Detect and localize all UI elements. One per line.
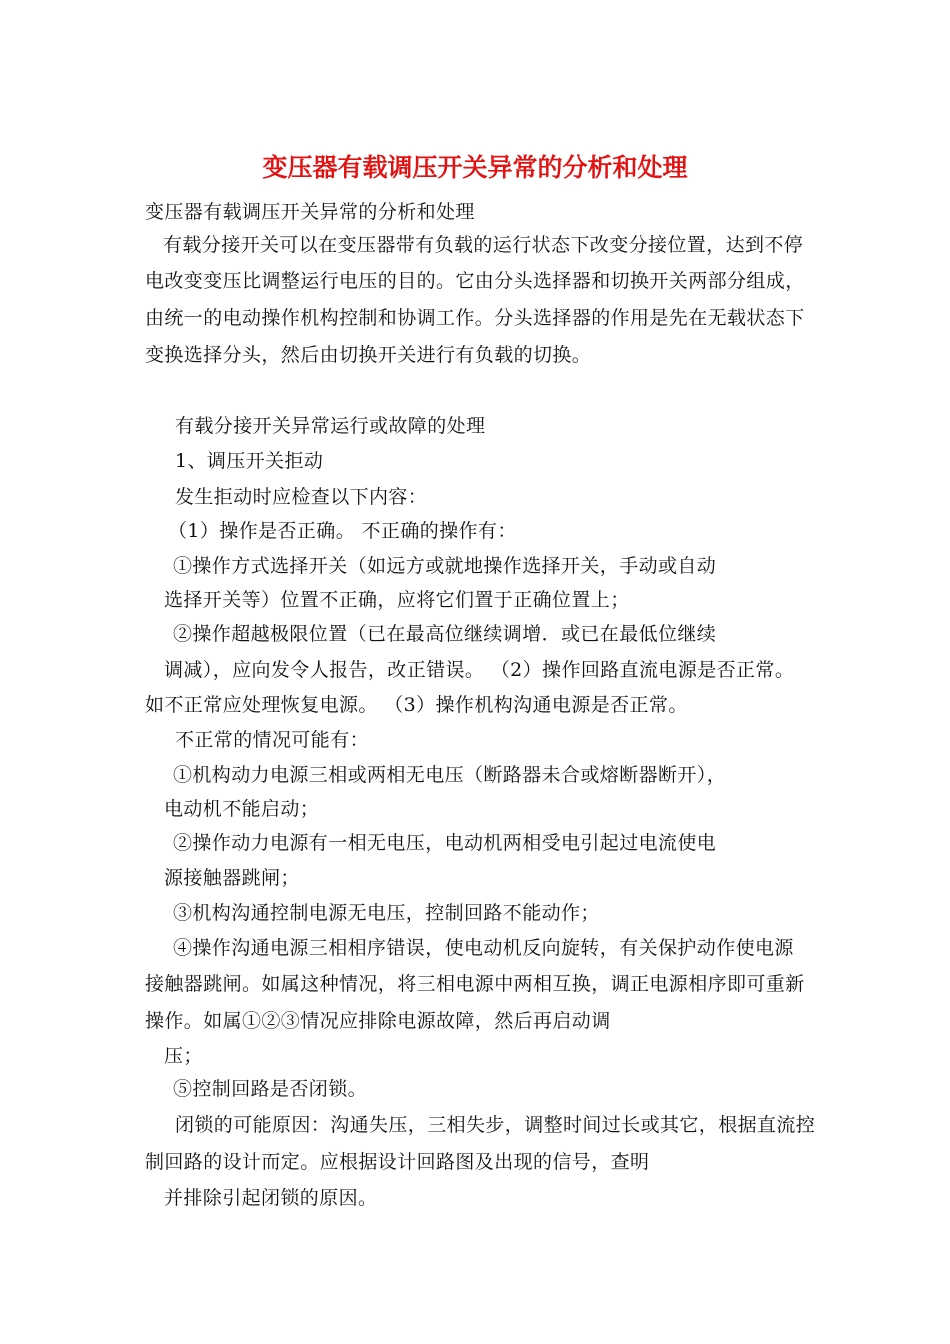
body-line: 接触器跳闸。如属这种情况，将三相电源中两相互换，调正电源相序即可重新 bbox=[145, 973, 805, 995]
body-line: ①机构动力电源三相或两相无电压（断路器未合或熔断器断开）， bbox=[173, 764, 727, 786]
document-subtitle: 变压器有载调压开关异常的分析和处理 bbox=[145, 201, 475, 223]
body-line: ①操作方式选择开关（如远方或就地操作选择开关，手动或自动 bbox=[173, 555, 717, 577]
body-line: 制回路的设计而定。应根据设计回路图及出现的信号，查明 bbox=[145, 1151, 650, 1173]
body-line: 闭锁的可能原因：沟通失压，三相失步，调整时间过长或其它，根据直流控 bbox=[175, 1114, 816, 1136]
body-line: 选择开关等）位置不正确，应将它们置于正确位置上； bbox=[164, 589, 630, 611]
body-line: ④操作沟通电源三相相序错误，使电动机反向旋转，有关保护动作使电源 bbox=[173, 937, 794, 959]
subsection-heading: 1、调压开关拒动 bbox=[175, 450, 324, 472]
body-line: 操作。如属①②③情况应排除电源故障，然后再启动调 bbox=[145, 1010, 611, 1032]
body-line: ③机构沟通控制电源无电压，控制回路不能动作； bbox=[173, 902, 600, 924]
body-line: 不正常的情况可能有： bbox=[175, 729, 370, 751]
body-line: 如不正常应处理恢复电源。 （3）操作机构沟通电源是否正常。 bbox=[145, 694, 688, 716]
body-line: ②操作超越极限位置（已在最高位继续调增．或已在最低位继续 bbox=[173, 623, 717, 645]
body-line: 并排除引起闭锁的原因。 bbox=[164, 1187, 378, 1209]
body-line: 源接触器跳闸； bbox=[164, 867, 300, 889]
body-line: ②操作动力电源有一相无电压，电动机两相受电引起过电流使电 bbox=[173, 832, 717, 854]
intro-line-1: 有载分接开关可以在变压器带有负载的运行状态下改变分接位置，达到不停 bbox=[163, 234, 804, 256]
section-heading: 有载分接开关异常运行或故障的处理 bbox=[175, 415, 486, 437]
body-line: ⑤控制回路是否闭锁。 bbox=[173, 1078, 368, 1100]
body-line: 电动机不能启动； bbox=[164, 798, 320, 820]
intro-line-4: 变换选择分头，然后由切换开关进行有负载的切换。 bbox=[145, 344, 592, 366]
intro-line-3: 由统一的电动操作机构控制和协调工作。分头选择器的作用是先在无载状态下 bbox=[145, 307, 805, 329]
body-line: （1）操作是否正确。 不正确的操作有： bbox=[168, 520, 517, 542]
body-line: 发生拒动时应检查以下内容： bbox=[175, 486, 428, 508]
body-line: 调减），应向发令人报告，改正错误。 （2）操作回路直流电源是否正常。 bbox=[164, 659, 795, 681]
body-line: 压； bbox=[164, 1045, 203, 1067]
document-title: 变压器有载调压开关异常的分析和处理 bbox=[262, 153, 688, 182]
intro-line-2: 电改变变压比调整运行电压的目的。它由分头选择器和切换开关两部分组成， bbox=[145, 270, 805, 292]
